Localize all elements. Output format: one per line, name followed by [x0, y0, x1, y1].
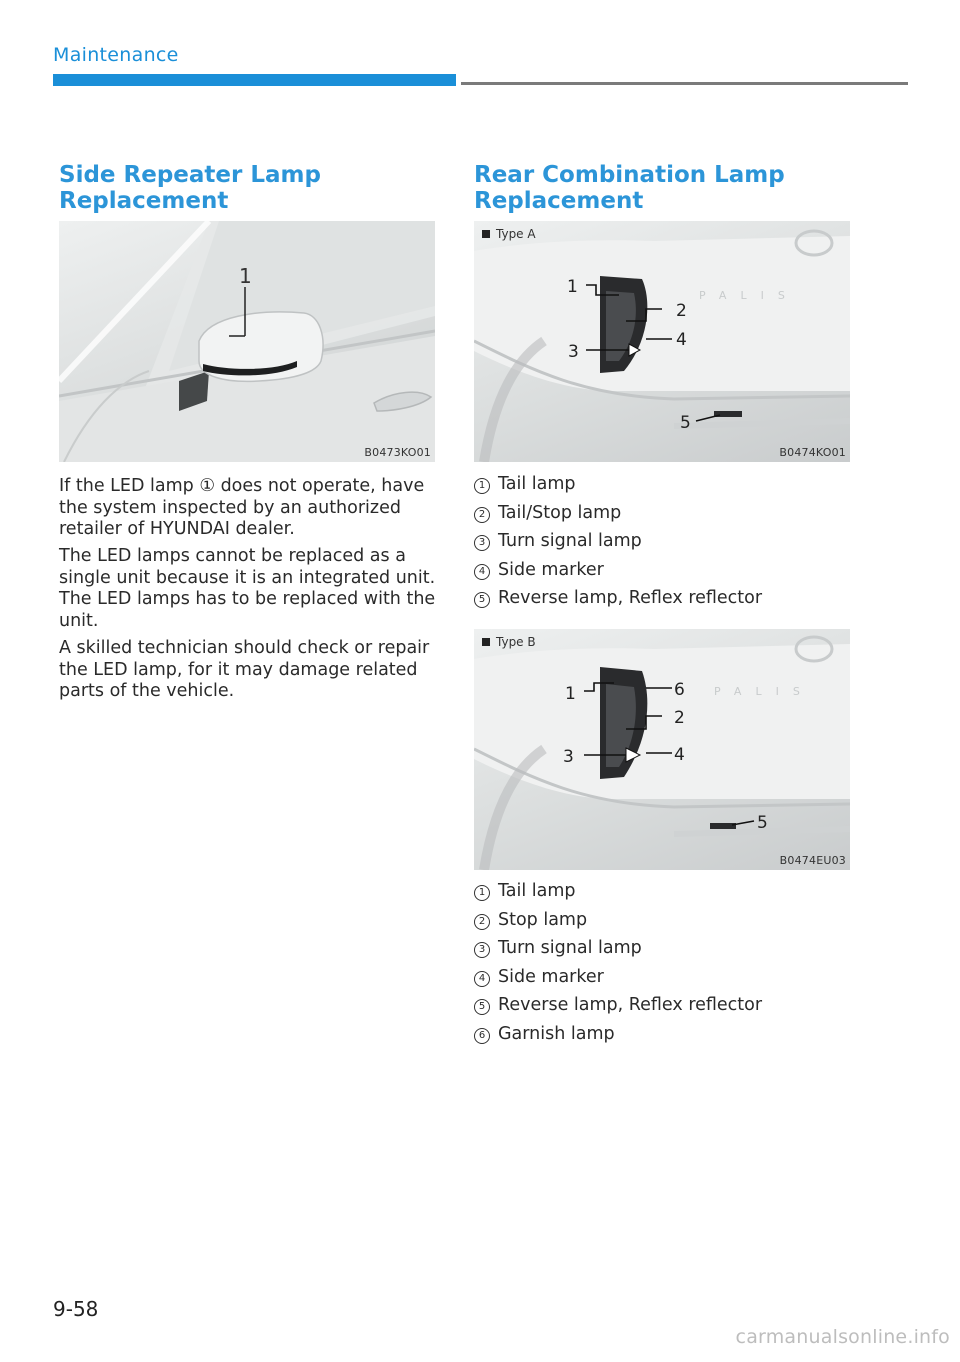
type-a-item-text: Reverse lamp, Reflex reflector	[498, 588, 763, 608]
number-circle-icon: 1	[474, 478, 490, 494]
type-b-list-item	[474, 910, 762, 930]
svg-text:1: 1	[565, 684, 576, 704]
number-circle-icon: 5	[474, 999, 490, 1015]
type-b-item-text: Garnish lamp	[498, 1023, 615, 1044]
type-b-item-text: Turn signal lamp	[498, 938, 642, 958]
svg-text:5: 5	[680, 413, 691, 433]
svg-text:5: 5	[757, 813, 768, 833]
svg-text:3: 3	[563, 747, 574, 767]
type-a-bullet-icon	[482, 230, 490, 238]
type-a-label-text: Type A	[496, 227, 536, 241]
page-number: 9-58	[53, 1297, 99, 1321]
rear-lamp-type-b-illustration	[474, 629, 850, 870]
number-circle-icon: 1	[474, 885, 490, 901]
led-lamp-paragraph-1: If the LED lamp ① does not operate, have the system inspected by an authorized retailer of HYUNDAI dealer.	[59, 476, 425, 539]
side-mirror-illustration	[59, 221, 435, 462]
led-lamp-paragraph-3: A skilled technician should check or repair the LED lamp, for it may damage related parts of the vehicle.	[59, 638, 430, 701]
type-b-list-item	[474, 881, 762, 901]
type-a-item-text: Side marker	[498, 559, 604, 580]
type-a-item-text: Tail/Stop lamp	[498, 502, 622, 523]
number-circle-icon: 4	[474, 971, 490, 987]
figure-code-b0474ko01: B0474KO01	[779, 446, 846, 459]
svg-text:1: 1	[567, 277, 578, 297]
type-a-item-text: Tail lamp	[498, 474, 576, 494]
type-b-item-text: Side marker	[498, 966, 604, 987]
svg-text:3: 3	[568, 342, 579, 362]
figure-code-b0474eu03: B0474EU03	[779, 854, 846, 867]
svg-text:PALIS: PALIS	[714, 685, 814, 698]
type-a-list-item	[474, 503, 762, 523]
side-repeater-title-line1: Side Repeater Lamp	[59, 162, 321, 188]
svg-text:2: 2	[674, 708, 685, 728]
svg-text:6: 6	[674, 680, 685, 700]
number-circle-icon: 6	[474, 1028, 490, 1044]
type-b-label-text: Type B	[496, 635, 536, 649]
header-rule	[461, 82, 908, 85]
type-b-list-item	[474, 967, 762, 987]
rear-combination-title	[474, 162, 785, 214]
type-b-parts-list	[474, 881, 762, 1052]
type-b-bullet-icon	[482, 638, 490, 646]
svg-text:PALIS: PALIS	[699, 289, 799, 302]
type-a-parts-list	[474, 474, 762, 617]
number-circle-icon: 3	[474, 535, 490, 551]
type-b-list-item	[474, 1024, 762, 1044]
type-a-list-item	[474, 474, 762, 494]
section-header-title: Maintenance	[53, 44, 179, 66]
header-accent-bar	[53, 74, 456, 86]
type-b-item-text: Reverse lamp, Reflex reflector	[498, 995, 763, 1015]
rear-combination-title-line1: Rear Combination Lamp	[474, 162, 785, 188]
number-circle-icon: 3	[474, 942, 490, 958]
number-circle-icon: 2	[474, 914, 490, 930]
type-b-list-item	[474, 995, 762, 1015]
type-b-list-item	[474, 938, 762, 958]
side-repeater-title	[59, 162, 321, 214]
number-circle-icon: 5	[474, 592, 490, 608]
led-lamp-paragraph-2: The LED lamps cannot be replaced as a single unit because it is an integrated unit. The LED lamps has to be replaced with the unit.	[59, 546, 436, 631]
svg-text:4: 4	[676, 330, 687, 350]
watermark: carmanualsonline.info	[735, 1326, 950, 1348]
svg-text:2: 2	[676, 301, 687, 321]
type-a-item-text: Turn signal lamp	[498, 531, 642, 551]
type-a-list-item	[474, 560, 762, 580]
type-a-list-item	[474, 531, 762, 551]
svg-text:4: 4	[674, 745, 685, 765]
type-a-label	[482, 227, 536, 241]
side-repeater-title-line2: Replacement	[59, 188, 229, 214]
number-circle-icon: 2	[474, 507, 490, 523]
rear-lamp-type-a-drawing	[474, 221, 850, 462]
type-b-item-text: Tail lamp	[498, 881, 576, 901]
figure-code-b0473ko01: B0473KO01	[364, 446, 431, 459]
number-circle-icon: 4	[474, 564, 490, 580]
type-a-list-item	[474, 588, 762, 608]
rear-combination-title-line2: Replacement	[474, 188, 644, 214]
type-b-label	[482, 635, 536, 649]
rear-lamp-type-a-illustration	[474, 221, 850, 462]
rear-lamp-type-b-drawing	[474, 629, 850, 870]
type-b-item-text: Stop lamp	[498, 909, 588, 930]
side-mirror-drawing	[59, 221, 435, 462]
mirror-callout-1: 1	[239, 264, 252, 288]
